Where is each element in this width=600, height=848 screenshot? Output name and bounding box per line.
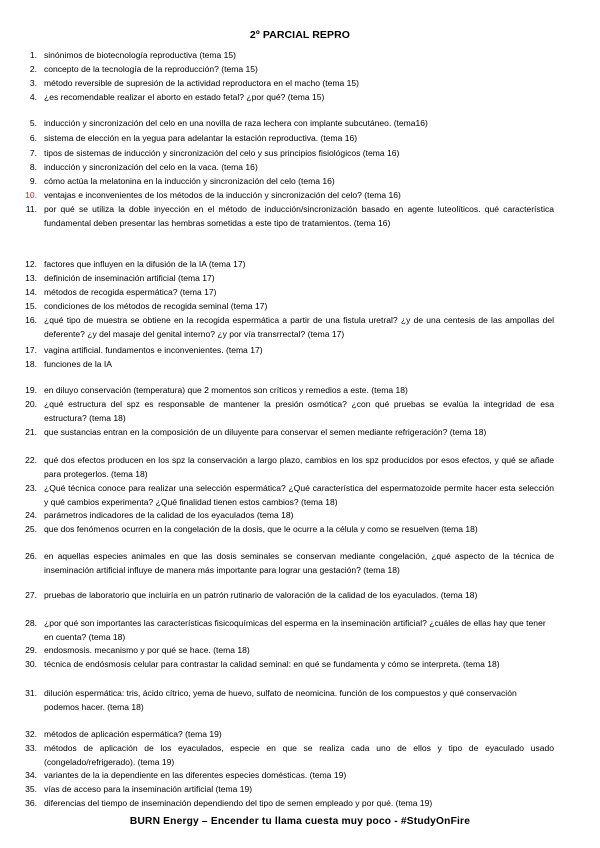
item-number: 2. [29,64,37,74]
item-text: métodos de recogida espermática? (tema 17) [44,287,217,297]
list-item [25,313,554,341]
item-text: por qué se utiliza la doble inyección en el método de inducción/sincronización basado en agente luteolíticos. qué característica fundamental deben presentar las hembras sometidas a este tipo de tratamientos. (tema 16) [44,204,554,228]
item-number: 18. [25,359,37,369]
item-number: 11. [25,204,37,214]
item-number: 28. [25,618,37,628]
item-number: 20. [25,399,37,409]
list-item [25,508,554,522]
list-item [25,188,554,202]
item-text: técnica de endósmosis celular para contrastar la calidad seminal: en qué se fundamenta y cómo se interpreta. (tema 18) [44,659,500,669]
list-item [25,397,554,425]
item-text: condiciones de los métodos de recogida seminal (tema 17) [44,301,268,311]
list-item [25,686,554,714]
item-text: tipos de sistemas de inducción y sincronización del celo y sus principios fisiológicos (tema 16) [44,148,400,158]
item-text: factores que influyen en la difusión de la IA (tema 17) [44,259,246,269]
list-item [25,481,554,509]
item-text: funciones de la IA [44,359,112,369]
item-text: ¿Qué técnica conoce para realizar una selección espermática? ¿Qué característica del espermatozoide permite hacer esta selección y qué cambios experimenta? ¿Qué finalidad tienen estos cambios? (tema 18) [44,483,554,507]
list-item [29,116,554,130]
item-text: cómo actúa la melatonina en la inducción y sincronización del celo (tema 16) [44,176,335,186]
item-text: pruebas de laboratorio que incluiría en un patrón rutinario de valoración de la calidad de los eyaculados. (tema 18) [44,590,478,600]
list-item [25,657,554,671]
page-title: 2º PARCIAL REPRO [249,29,351,41]
item-text: parámetros indicadores de la calidad de los eyaculados (tema 18) [44,510,294,520]
list-item [25,425,554,439]
item-number: 3. [29,78,37,88]
item-text: diferencias del tiempo de inseminación dependiendo del tipo de semen empleado y por qué. (tema 19) [44,798,433,808]
item-number: 4. [29,92,37,102]
item-number: 27. [25,590,37,600]
item-text: ¿por qué son importantes las características fisicoquímicas del esperma en la inseminación artificial? ¿cuáles de ellas hay que tener en cuenta? (tema 18) [44,618,546,642]
list-item [25,741,554,769]
item-number: 29. [25,645,37,655]
item-number: 10. [25,190,37,200]
item-text: ¿qué estructura del spz es responsable de mantener la presión osmótica? ¿con qué pruebas se evalúa la integridad de esa estructura? (tema 18) [44,399,554,423]
item-text: vagina artificial. fundamentos e inconvenientes. (tema 17) [44,345,263,355]
list-item [25,383,554,397]
item-number: 30. [25,659,37,669]
item-text: vías de acceso para la inseminación artificial (tema 19) [44,784,253,794]
list-item [29,48,554,62]
item-number: 25. [25,524,37,534]
item-text: métodos de aplicación espermática? (tema 19) [44,729,222,739]
item-number: 21. [25,427,37,437]
list-item [29,131,554,145]
list-item [25,453,554,481]
item-text: ventajas e inconvenientes de los métodos de la inducción y sincronización del celo? (tema 16) [44,190,401,200]
list-item [25,271,554,285]
item-number: 7. [29,148,37,158]
item-text: inducción y sincronización del celo en una novilla de raza lechera con implante subcutáneo. (tema16) [44,118,428,128]
list-item [25,796,554,810]
item-number: 5. [29,118,37,128]
list-item [25,782,554,796]
item-text: método reversible de supresión de la actividad reproductora en el macho (tema 15) [44,78,359,88]
item-text: concepto de la tecnología de la reproducción? (tema 15) [44,64,258,74]
item-text: ¿es recomendable realizar el aborto en estado fetal? ¿por qué? (tema 15) [44,92,325,102]
list-item [29,160,554,174]
item-text: endosmosis. mecanismo y por qué se hace. (tema 18) [44,645,250,655]
item-text: en diluyo conservación (temperatura) que 2 momentos son críticos y remedios a este. (tema 18) [44,385,408,395]
list-item [25,549,554,577]
list-item [25,616,554,644]
item-text: dilución espermática: tris, ácido cítrico, yema de huevo, sulfato de neomicina. función de los compuestos y qué conservación podemos hacer. (tema 18) [44,688,517,712]
item-text: que dos fenómenos ocurren en la congelación de la dosis, que le ocurre a la célula y como se resuelven (tema 18) [44,524,478,534]
list-item [25,299,554,313]
item-text: variantes de la ia dependiente en las diferentes especies domésticas. (tema 19) [44,770,347,780]
item-number: 32. [25,729,37,739]
item-text: sistema de elección en la yegua para adelantar la estación reproductiva. (tema 16) [44,133,358,143]
item-text: ¿qué tipo de muestra se obtiene en la recogida espermática a partir de una fistula uretral? ¿y de una centesis de las ampollas del deferente? ¿y del masaje del genital interno? ¿y por vía transrrectal? (tema 17) [44,315,554,339]
list-item [25,588,554,602]
page-footer: BURN Energy – Encender tu llama cuesta muy poco - #StudyOnFire [129,816,471,827]
item-text: métodos de aplicación de los eyaculados, especie en que se realiza cada uno de ellos y tipo de eyaculado usado (congelado/refrigerado). (tema 19) [44,743,554,767]
item-number: 36. [25,798,37,808]
list-item [25,522,554,536]
list-item [25,285,554,299]
item-text: en aquellas especies animales en que las dosis seminales se conservan mediante congelación, ¿qué aspecto de la técnica de inseminación artificial influye de manera más importante para lograr una gestación? (tema 18) [44,551,554,575]
item-number: 15. [25,301,37,311]
item-text: qué dos efectos producen en los spz la conservación a largo plazo, cambios en los spz producidos por esos efectos, y qué se añade para protegerlos. (tema 18) [44,455,554,479]
item-number: 26. [25,551,37,561]
list-item [29,62,554,76]
item-number: 8. [29,162,37,172]
item-number: 14. [25,287,37,297]
item-number: 24. [25,510,37,520]
item-number: 17. [25,345,37,355]
item-text: que sustancias entran en la composición de un diluyente para conservar el semen mediante refrigeración? (tema 18) [44,427,487,437]
item-number: 1. [29,50,37,60]
item-number: 35. [25,784,37,794]
item-text: definición de inseminación artificial (tema 17) [44,273,215,283]
list-item [25,357,554,371]
list-item [29,146,554,160]
item-number: 33. [25,743,37,753]
item-number: 13. [25,273,37,283]
list-item [29,90,554,104]
item-number: 16. [25,315,37,325]
list-item [25,257,554,271]
item-number: 19. [25,385,37,395]
list-item [25,643,554,657]
item-number: 6. [29,133,37,143]
list-item [29,76,554,90]
item-number: 34. [25,770,37,780]
item-number: 23. [25,483,37,493]
list-item [25,727,554,741]
item-text: inducción y sincronización del celo en la vaca. (tema 16) [44,162,258,172]
item-number: 22. [25,455,37,465]
list-item [25,768,554,782]
item-number: 9. [29,176,37,186]
item-text: sinónimos de biotecnología reproductiva (tema 15) [44,50,236,60]
list-item [25,343,554,357]
list-item [29,174,554,188]
list-item [25,202,554,230]
item-number: 12. [25,259,37,269]
item-number: 31. [25,688,37,698]
